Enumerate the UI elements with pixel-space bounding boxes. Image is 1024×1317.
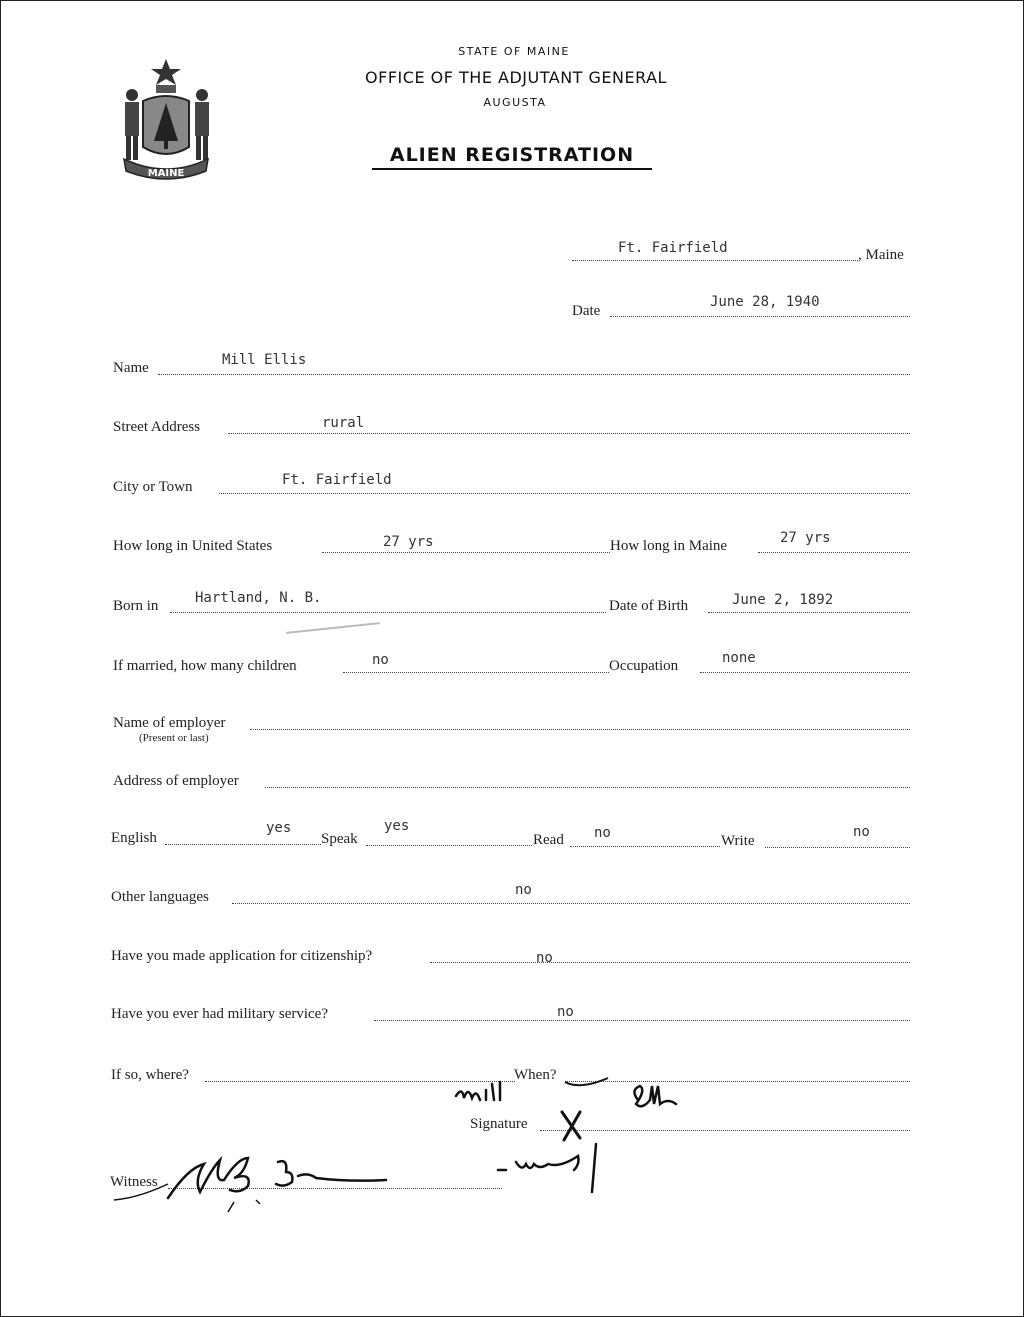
date-label: Date <box>572 303 601 319</box>
dob-value: June 2, 1892 <box>732 592 834 608</box>
other-languages-line <box>232 903 910 904</box>
witness-signature-handwriting <box>108 1138 408 1218</box>
read-label: Read <box>533 832 564 848</box>
occupation-value: none <box>722 650 756 666</box>
city-line <box>219 493 910 494</box>
other-languages-label: Other languages <box>111 889 209 905</box>
children-line <box>343 672 609 673</box>
signature-handwriting <box>440 1060 740 1200</box>
seal-text: MAINE <box>147 168 185 179</box>
city-label: City or Town <box>113 479 193 495</box>
employer-line <box>250 729 910 730</box>
other-languages-value: no <box>515 882 532 898</box>
born-line <box>170 612 606 613</box>
speak-value: yes <box>384 818 410 834</box>
us-duration-label: How long in United States <box>113 538 273 554</box>
city-heading: AUGUSTA <box>483 96 547 109</box>
born-value: Hartland, N. B. <box>195 590 322 606</box>
street-label: Street Address <box>113 419 201 435</box>
street-value: rural <box>322 415 365 431</box>
citizenship-value: no <box>536 950 553 966</box>
children-value: no <box>372 652 389 668</box>
military-line <box>374 1020 910 1021</box>
born-label: Born in <box>113 598 159 614</box>
witness-label: Witness <box>110 1174 158 1190</box>
date-value: June 28, 1940 <box>710 294 820 310</box>
citizenship-label: Have you made application for citizenship? <box>111 948 373 964</box>
write-value: no <box>853 824 870 840</box>
read-value: no <box>594 825 611 841</box>
name-label: Name <box>113 360 149 376</box>
place-value: Ft. Fairfield <box>618 240 728 256</box>
english-value: yes <box>266 820 292 836</box>
place-line <box>572 260 858 261</box>
form-title: ALIEN REGISTRATION <box>389 144 635 166</box>
date-line <box>610 316 910 317</box>
employer-label: Name of employer <box>113 715 226 731</box>
when-label: When? <box>514 1067 557 1083</box>
city-value: Ft. Fairfield <box>282 472 392 488</box>
us-duration-value: 27 yrs <box>383 534 434 550</box>
signature-label: Signature <box>470 1116 528 1132</box>
street-line <box>228 433 910 434</box>
military-value: no <box>557 1004 574 1020</box>
maine-duration-value: 27 yrs <box>780 530 831 546</box>
title-underline <box>372 168 652 170</box>
occupation-label: Occupation <box>609 658 679 674</box>
citizenship-line <box>430 962 910 963</box>
place-suffix: , Maine <box>858 247 904 263</box>
write-label: Write <box>721 833 755 849</box>
read-line <box>570 846 720 847</box>
name-line <box>158 374 910 375</box>
occupation-line <box>700 672 910 673</box>
dob-label: Date of Birth <box>609 598 689 614</box>
maine-duration-label: How long in Maine <box>610 538 728 554</box>
state-heading: STATE OF MAINE <box>458 45 570 58</box>
speak-label: Speak <box>321 831 358 847</box>
employer-sublabel: (Present or last) <box>139 732 209 744</box>
write-line <box>765 847 910 848</box>
speak-line <box>366 845 532 846</box>
maine-duration-line <box>758 552 910 553</box>
employer-address-label: Address of employer <box>113 773 239 789</box>
military-label: Have you ever had military service? <box>111 1006 328 1022</box>
office-heading: OFFICE OF THE ADJUTANT GENERAL <box>365 68 667 87</box>
english-line <box>165 844 321 845</box>
dob-line <box>708 612 910 613</box>
us-duration-line <box>322 552 610 553</box>
employer-address-line <box>265 787 910 788</box>
name-value: Mill Ellis <box>222 352 307 368</box>
english-label: English <box>111 830 157 846</box>
where-label: If so, where? <box>111 1067 189 1083</box>
children-label: If married, how many children <box>113 658 297 674</box>
